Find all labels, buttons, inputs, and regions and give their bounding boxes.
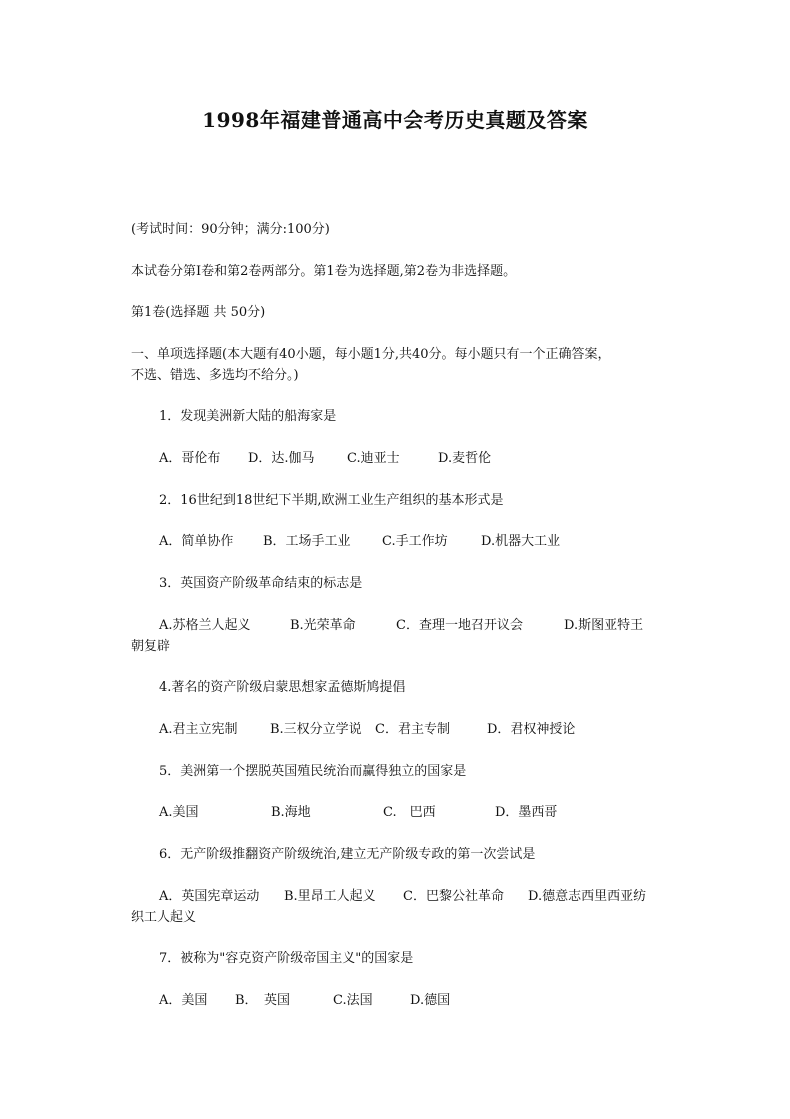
document-title: 1998年福建普通高中会考历史真题及答案 [202,108,588,132]
question-5-option-b: B.海地 [271,805,311,820]
question-7-option-d: D.德国 [410,993,451,1008]
question-2-option-d: D.机器大工业 [481,534,561,549]
question-6-option-a: A．英国宪章运动 [159,889,260,904]
question-3-option-d: D.斯图亚特王 [564,618,644,633]
question-6-option-d-continuation: 织工人起义 [131,910,197,925]
question-1-option-b: D．达.伽马 [248,451,315,466]
question-7-option-b: B． 英国 [235,993,291,1008]
question-1-option-d: D.麦哲伦 [438,451,492,466]
question-7-option-a: A．美国 [159,993,208,1008]
exam-time-note: (考试时间：90分钟；满分:100分) [131,222,330,237]
question-3-option-c: C．查理一地召开议会 [396,618,523,633]
question-3-stem: 3．英国资产阶级革命结束的标志是 [159,576,363,591]
question-4-option-a: A.君主立宪制 [159,722,238,737]
question-4-option-d: D．君权神授论 [487,722,576,737]
question-2-option-b: B．工场手工业 [263,534,351,549]
question-3-option-a: A.苏格兰人起义 [159,618,251,633]
question-6-stem: 6．无产阶级推翻资产阶级统治,建立无产阶级专政的第一次尝试是 [159,847,536,862]
question-6-option-c: C．巴黎公社革命 [403,889,504,904]
part1-header: 第1卷(选择题 共 50分) [131,305,266,320]
question-1-option-a: A．哥伦布 [159,451,221,466]
section1-instructions-line2: 不选、错选、多选均不给分。) [131,368,299,383]
exam-structure-note: 本试卷分第Ⅰ卷和第2卷两部分。第1卷为选择题,第2卷为非选择题。 [131,264,517,279]
question-2-option-c: C.手工作坊 [382,534,448,549]
question-1-option-c: C.迪亚士 [347,451,400,466]
question-3-option-d-continuation: 朝复辟 [131,639,171,654]
question-7-stem: 7．被称为"容克资产阶级帝国主义"的国家是 [159,951,414,966]
question-6-option-d: D.德意志西里西亚纺 [528,889,647,904]
question-2-stem: 2．16世纪到18世纪下半期,欧洲工业生产组织的基本形式是 [159,493,504,508]
question-5-stem: 5．美洲第一个摆脱英国殖民统治而赢得独立的国家是 [159,764,467,779]
question-4-stem: 4.著名的资产阶级启蒙思想家孟德斯鸠提倡 [159,680,406,695]
question-5-option-a: A.美国 [159,805,199,820]
question-7-option-c: C.法国 [333,993,373,1008]
question-3-option-b: B.光荣革命 [290,618,356,633]
question-2-option-a: A．简单协作 [159,534,234,549]
question-5-option-c: C. 巴西 [383,805,436,820]
question-5-option-d: D．墨西哥 [495,805,558,820]
question-6-option-b: B.里昂工人起义 [284,889,376,904]
question-4-option-b: B.三权分立学说 [270,722,362,737]
section1-instructions-line1: 一、单项选择题(本大题有40小题，每小题1分,共40分。每小题只有一个正确答案， [131,347,611,362]
question-1-stem: 1．发现美洲新大陆的船海家是 [159,409,337,424]
question-4-option-c: C．君主专制 [375,722,450,737]
